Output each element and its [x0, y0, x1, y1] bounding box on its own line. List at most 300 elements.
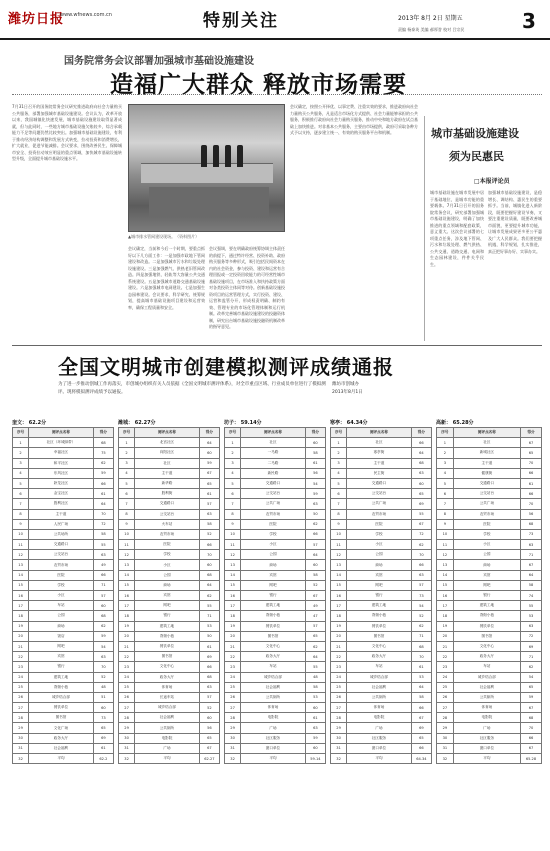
- table-cell: 58: [199, 519, 219, 529]
- table-row: [331, 682, 432, 692]
- photo-ground: [141, 163, 273, 183]
- table-cell: 1: [13, 438, 29, 448]
- table-row: [225, 723, 326, 733]
- table-cell: 建筑工地: [241, 601, 306, 611]
- table-row: [119, 682, 220, 692]
- table-header-cell: 序号: [119, 428, 135, 438]
- table-cell: 62: [305, 519, 325, 529]
- table-cell: 26: [119, 692, 135, 702]
- table-cell: 平均: [453, 754, 520, 764]
- table-cell: 农贸市场: [29, 560, 94, 570]
- table-cell: 68: [520, 713, 541, 723]
- table-cell: 5: [119, 478, 135, 488]
- table-cell: 32: [225, 754, 241, 764]
- table-cell: 21: [225, 641, 241, 651]
- table-header-cell: 得分: [305, 428, 325, 438]
- table-cell: 商场: [135, 580, 200, 590]
- table-row: [13, 570, 114, 580]
- table-row: [119, 458, 220, 468]
- table-cell: 18: [13, 611, 29, 621]
- table-cell: 60: [93, 703, 113, 713]
- table-cell: 60: [305, 438, 325, 448]
- table-cell: 20: [13, 631, 29, 641]
- table-row: [331, 713, 432, 723]
- table-cell: 14: [119, 570, 135, 580]
- table-row: [225, 682, 326, 692]
- table-cell: 70: [411, 550, 431, 560]
- table-cell: 新华路: [135, 478, 200, 488]
- table-row: [13, 468, 114, 478]
- table-cell: 62: [411, 621, 431, 631]
- table-cell: 广场: [135, 743, 200, 753]
- table-cell: 公园: [347, 550, 412, 560]
- photo-caption: ▲城市排水管网建设现场。（资料图片）: [128, 234, 200, 239]
- table-row: [119, 662, 220, 672]
- table-cell: 65: [199, 733, 219, 743]
- table-cell: 31: [13, 743, 29, 753]
- table-cell: 69: [411, 723, 431, 733]
- table-cell: 59: [93, 631, 113, 641]
- table-cell: 社区: [135, 458, 200, 468]
- table-header-cell: 得分: [199, 428, 219, 438]
- table-cell: 70: [199, 550, 219, 560]
- table-cell: 公共广场: [347, 499, 412, 509]
- table-cell: 健康街: [453, 468, 520, 478]
- table-row: [13, 489, 114, 499]
- table-cell: 71: [520, 550, 541, 560]
- district-title: 高新： 65.28分: [436, 420, 474, 426]
- table-cell: 24: [13, 672, 29, 682]
- table-row: [437, 468, 542, 478]
- table-cell: 二马路: [241, 458, 306, 468]
- lead-column-1: 7月31日召开的国务院常务会议研究推进政府向社会力量购买公共服务，部署加强城市基础设施建设。会议认为，改革开放以来，我国城镇化快速发展，城市基础设施建设取得显著成就，但与此同时，一些地方城市基础设施欠账较多，综合承载能力不足等问题仍然比较突出。加强城市基础设施建设，有利于推动经济结构调整和发展方式转变，拉动投资和消费增长，扩大就业，促进节能减排。会议要求，围绕改善民生、保障城市安全、投资拉动效应明显的重点领域，加快城市基础设施转型升级，全面提升城市基础设施水平。: [12, 104, 122, 161]
- table-cell: 29: [225, 723, 241, 733]
- table-row: [119, 621, 220, 631]
- table-row: [437, 692, 542, 702]
- table-cell: 13: [331, 560, 347, 570]
- table-cell: 29: [437, 723, 454, 733]
- table-cell: 56: [305, 468, 325, 478]
- table-row: [225, 458, 326, 468]
- table-cell: 18: [437, 611, 454, 621]
- table-row: [13, 499, 114, 509]
- table-cell: 26: [437, 692, 454, 702]
- table-row: [437, 438, 542, 448]
- table-cell: 学校: [347, 529, 412, 539]
- table-cell: 16: [437, 591, 454, 601]
- table-cell: 3: [437, 458, 454, 468]
- table-cell: 32: [331, 754, 347, 764]
- table-row: [331, 458, 432, 468]
- table-row: [331, 754, 432, 764]
- table-cell: 商场: [241, 560, 306, 570]
- score-table: [118, 427, 220, 764]
- table-row: [119, 743, 220, 753]
- table-cell: 30: [437, 733, 454, 743]
- table-cell: 53: [520, 611, 541, 621]
- table-cell: 14: [331, 570, 347, 580]
- table-cell: 70: [93, 662, 113, 672]
- table-cell: 宾馆: [29, 652, 94, 662]
- table-cell: 54: [411, 601, 431, 611]
- table-cell: 医院: [135, 540, 200, 550]
- table-cell: 70: [93, 509, 113, 519]
- table-cell: 图书馆: [347, 631, 412, 641]
- table-cell: 学校: [29, 580, 94, 590]
- table-cell: 57: [411, 580, 431, 590]
- table-cell: 9: [437, 519, 454, 529]
- table-cell: 交通路口: [135, 499, 200, 509]
- table-cell: 70: [411, 652, 431, 662]
- table-cell: 3: [13, 458, 29, 468]
- table-cell: 平均: [241, 754, 306, 764]
- table-row: [225, 489, 326, 499]
- score-table: [436, 427, 542, 764]
- table-cell: 32: [13, 754, 29, 764]
- table-cell: 16: [331, 591, 347, 601]
- table-cell: 11: [13, 540, 29, 550]
- table-row: [437, 672, 542, 682]
- table-cell: 59: [305, 733, 325, 743]
- table-cell: 59: [93, 468, 113, 478]
- table-cell: 公交站台: [135, 509, 200, 519]
- table-cell: 1: [225, 438, 241, 448]
- table-cell: 55: [520, 601, 541, 611]
- table-cell: 车站: [453, 662, 520, 672]
- table-cell: 18: [225, 611, 241, 621]
- table-cell: 22: [119, 652, 135, 662]
- table-cell: 28: [13, 713, 29, 723]
- table-cell: 15: [13, 580, 29, 590]
- table-cell: 67: [520, 560, 541, 570]
- table-cell: 61: [520, 478, 541, 488]
- table-cell: 31: [225, 743, 241, 753]
- table-header-row: [119, 428, 220, 438]
- table-row: [13, 448, 114, 458]
- issue-date: 2013年 8月 2日 星期五: [398, 15, 463, 22]
- table-cell: 16: [225, 591, 241, 601]
- table-cell: 7: [437, 499, 454, 509]
- table-cell: 20: [437, 631, 454, 641]
- table-cell: 3: [119, 458, 135, 468]
- table-cell: 5: [13, 478, 29, 488]
- table-cell: 27: [331, 703, 347, 713]
- table-cell: 70: [520, 458, 541, 468]
- table-cell: 政务大厅: [241, 652, 306, 662]
- table-cell: 30: [225, 733, 241, 743]
- table-cell: 体育场: [347, 703, 412, 713]
- table-cell: 60: [305, 560, 325, 570]
- table-cell: 64: [305, 550, 325, 560]
- table-cell: 城乡结合部: [135, 703, 200, 713]
- table-cell: 社区: [453, 438, 520, 448]
- table-cell: 8: [13, 509, 29, 519]
- table-cell: 体育场: [453, 703, 520, 713]
- table-cell: 56: [520, 509, 541, 519]
- table-cell: 26: [331, 692, 347, 702]
- table-cell: 3: [225, 458, 241, 468]
- table-header-cell: 测评点名称: [347, 428, 412, 438]
- news-photo: [128, 104, 285, 232]
- table-row: [331, 519, 432, 529]
- table-cell: 54: [305, 478, 325, 488]
- table-row: [119, 631, 220, 641]
- table-cell: 社会福利: [347, 682, 412, 692]
- district-title: 奎文： 62.2分: [12, 420, 47, 426]
- table-cell: 63: [520, 540, 541, 550]
- lead-column-3: 会议强调，要在明确政府统筹协调主体责任的前提下，通过特许经营、投资补助、政府购买服务等多种形式，吸引包括民间资本在内的社会资金，参与投资、建设和运营有合理回报或一定投资回收能力的可经营性城市基础设施项目，在市场准入和扶持政策方面对各类投资主体同等对待。创新基础设施投资项目的运营管理方式，实行投资、建设、运营和监管分开，形成权责明确、制约有效、管理专业的市场化管理体制和运行机制。改革完善城市基础设施建设的投融资体制，研究出台城市基础设施投融资机制改革的指导意见。: [209, 246, 285, 329]
- table-row: [13, 723, 114, 733]
- table-row: [225, 703, 326, 713]
- table-cell: 47: [305, 611, 325, 621]
- table-row: [119, 591, 220, 601]
- table-header-cell: 序号: [331, 428, 347, 438]
- table-cell: 67: [411, 519, 431, 529]
- table-cell: 61: [199, 641, 219, 651]
- table-cell: 31: [437, 743, 454, 753]
- table-cell: 电影院: [347, 713, 412, 723]
- table-cell: 66: [520, 489, 541, 499]
- table-header-cell: 序号: [13, 428, 29, 438]
- table-header-row: [13, 428, 114, 438]
- table-cell: 城乡结合部: [241, 672, 306, 682]
- table-row: [13, 529, 114, 539]
- table-row: [119, 529, 220, 539]
- table-cell: 27: [437, 703, 454, 713]
- table-cell: 13: [437, 560, 454, 570]
- table-header-cell: 测评点名称: [453, 428, 520, 438]
- table-cell: 6: [331, 489, 347, 499]
- table-cell: 57: [305, 540, 325, 550]
- table-cell: 50: [199, 631, 219, 641]
- table-cell: 67: [520, 743, 541, 753]
- website-url[interactable]: www.wfnews.com.cn: [60, 12, 112, 18]
- table-row: [225, 743, 326, 753]
- table-row: [437, 703, 542, 713]
- table-cell: 背街小巷: [241, 611, 306, 621]
- table-cell: 9: [331, 519, 347, 529]
- table-cell: 14: [225, 570, 241, 580]
- table-cell: 17: [331, 601, 347, 611]
- table-cell: 学校: [241, 529, 306, 539]
- table-cell: 4: [225, 468, 241, 478]
- table-cell: 71: [520, 652, 541, 662]
- table-cell: 2: [331, 448, 347, 458]
- table-cell: 60: [199, 560, 219, 570]
- table-cell: 幸福社区: [29, 448, 94, 458]
- table-row: [225, 611, 326, 621]
- table-header-cell: 测评点名称: [135, 428, 200, 438]
- commentary-title: 城市基础设施建设: [431, 127, 519, 140]
- table-cell: 23: [225, 662, 241, 672]
- district-title: 潍城： 62.27分: [118, 420, 156, 426]
- table-row: [331, 591, 432, 601]
- lead-column-2: 会议确定，当前和今后一个时期，要重点抓好以下几方面工作：一是加强市政地下管网建设和改造。二是加强城市污水和垃圾处理设施建设。三是加强燃气、供热老旧管网改造。四是加强地铁、轻轨等大容量公共交通系统建设。五是加强城市道路交通基础设施建设。六是加强城市电网建设。七是加强生态园林建设。会议要求，科学研究、统筹规划，提高城市基础设施项目建设和运营效率，确保工程质量和安全。: [128, 246, 205, 310]
- table-cell: 68: [520, 519, 541, 529]
- table-row: [331, 509, 432, 519]
- table-cell: 57: [199, 692, 219, 702]
- table-cell: 65: [520, 682, 541, 692]
- commentary-subtitle: 须为民惠民: [449, 150, 504, 163]
- table-cell: 23: [331, 662, 347, 672]
- table-cell: 55: [199, 601, 219, 611]
- table-cell: 交通路口: [453, 478, 520, 488]
- table-cell: 59: [305, 489, 325, 499]
- table-cell: 银行: [453, 591, 520, 601]
- table-cell: 12: [13, 550, 29, 560]
- table-row: [119, 560, 220, 570]
- newspaper-logo: 潍坊日报: [8, 12, 65, 27]
- table-cell: 54: [520, 672, 541, 682]
- table-cell: 66: [93, 570, 113, 580]
- table-row: [13, 580, 114, 590]
- table-row: [437, 743, 542, 753]
- table-cell: 57: [305, 621, 325, 631]
- table-cell: 29: [331, 723, 347, 733]
- table-row: [119, 652, 220, 662]
- table-cell: 16: [119, 591, 135, 601]
- table-row: [437, 754, 542, 764]
- table-cell: 学校: [135, 550, 200, 560]
- table-row: [331, 631, 432, 641]
- table-row: [225, 692, 326, 702]
- table-cell: 城乡结合部: [29, 692, 94, 702]
- table-cell: 背街小巷: [135, 631, 200, 641]
- table-cell: 52: [199, 703, 219, 713]
- table-cell: 59.14: [305, 754, 325, 764]
- table-cell: 59: [520, 692, 541, 702]
- table-row: [331, 723, 432, 733]
- table-cell: 医院: [29, 570, 94, 580]
- photo-water: [149, 187, 269, 217]
- table-cell: 9: [119, 519, 135, 529]
- table-cell: 27: [13, 703, 29, 713]
- table-cell: 公园: [453, 550, 520, 560]
- table-cell: 65.28: [520, 754, 541, 764]
- table-cell: 62: [411, 540, 431, 550]
- table-row: [437, 662, 542, 672]
- table-cell: 63: [305, 499, 325, 509]
- table-cell: 7: [331, 499, 347, 509]
- table-cell: 银行: [241, 591, 306, 601]
- score-table: [12, 427, 114, 764]
- table-cell: 63: [93, 652, 113, 662]
- table-cell: 12: [119, 550, 135, 560]
- table-row: [13, 458, 114, 468]
- table-cell: 小区: [241, 540, 306, 550]
- table-cell: 19: [119, 621, 135, 631]
- table-row: [119, 489, 220, 499]
- table-cell: 63: [411, 468, 431, 478]
- table-cell: 饭店: [29, 631, 94, 641]
- table-cell: 8: [437, 509, 454, 519]
- table-cell: 公共厕所: [135, 723, 200, 733]
- table-cell: 24: [225, 672, 241, 682]
- table-row: [119, 611, 220, 621]
- table-row: [13, 733, 114, 743]
- table-cell: 62.27: [199, 754, 219, 764]
- table-cell: 23: [13, 662, 29, 672]
- table-cell: 66: [411, 560, 431, 570]
- table-cell: 74: [520, 591, 541, 601]
- table-cell: 公共广场: [241, 499, 306, 509]
- table-row: [119, 713, 220, 723]
- table-cell: 17: [13, 601, 29, 611]
- table-cell: 4: [331, 468, 347, 478]
- table-cell: 文化中心: [241, 641, 306, 651]
- table-cell: 小区: [29, 591, 94, 601]
- table-cell: 11: [437, 540, 454, 550]
- table-cell: 主干道: [29, 509, 94, 519]
- table-cell: 公共厕所: [453, 692, 520, 702]
- table-cell: 公交站台: [241, 489, 306, 499]
- table-cell: 64: [411, 682, 431, 692]
- table-cell: 57: [199, 499, 219, 509]
- table-header-cell: 序号: [225, 428, 241, 438]
- table-row: [13, 692, 114, 702]
- table-cell: 14: [13, 570, 29, 580]
- table-cell: 宾馆: [453, 570, 520, 580]
- table-row: [13, 662, 114, 672]
- table-header-row: [437, 428, 542, 438]
- table-cell: 4: [119, 468, 135, 478]
- table-cell: 59: [199, 458, 219, 468]
- table-cell: 21: [331, 641, 347, 651]
- table-cell: 火车站: [135, 519, 200, 529]
- table-row: [119, 448, 220, 458]
- table-cell: 53: [199, 621, 219, 631]
- table-cell: 27: [225, 703, 241, 713]
- table-cell: 22: [225, 652, 241, 662]
- table-row: [119, 703, 220, 713]
- table-cell: 71: [411, 631, 431, 641]
- table-cell: 公共厕所: [347, 692, 412, 702]
- table-cell: 8: [225, 509, 241, 519]
- table-cell: 广场: [347, 723, 412, 733]
- table-cell: 60: [411, 478, 431, 488]
- table-row: [13, 478, 114, 488]
- table-cell: 63: [93, 550, 113, 560]
- table-cell: 29: [119, 723, 135, 733]
- table-cell: 22: [331, 652, 347, 662]
- table-cell: 26: [225, 692, 241, 702]
- table-cell: 60: [305, 743, 325, 753]
- table-cell: 学校: [453, 529, 520, 539]
- lead-kicker: 国务院常务会议部署加强城市基础设施建设: [64, 56, 254, 67]
- table-cell: 73: [93, 713, 113, 723]
- table-row: [225, 448, 326, 458]
- table-cell: 城乡结合部: [453, 672, 520, 682]
- table-row: [437, 641, 542, 651]
- table-cell: 公园: [29, 611, 94, 621]
- table-cell: 68: [93, 611, 113, 621]
- table-cell: 73: [411, 591, 431, 601]
- table-cell: 社区服务: [347, 733, 412, 743]
- table-cell: 10: [119, 529, 135, 539]
- table-row: [437, 611, 542, 621]
- table-cell: 网吧: [135, 601, 200, 611]
- table-cell: 17: [119, 601, 135, 611]
- table-row: [437, 458, 542, 468]
- table-cell: 10: [437, 529, 454, 539]
- table-header-cell: 得分: [411, 428, 431, 438]
- table-cell: 小区: [347, 540, 412, 550]
- table-cell: 63: [199, 509, 219, 519]
- table-cell: 66: [520, 733, 541, 743]
- table-row: [225, 591, 326, 601]
- table-cell: 2: [437, 448, 454, 458]
- table-cell: 商场: [347, 560, 412, 570]
